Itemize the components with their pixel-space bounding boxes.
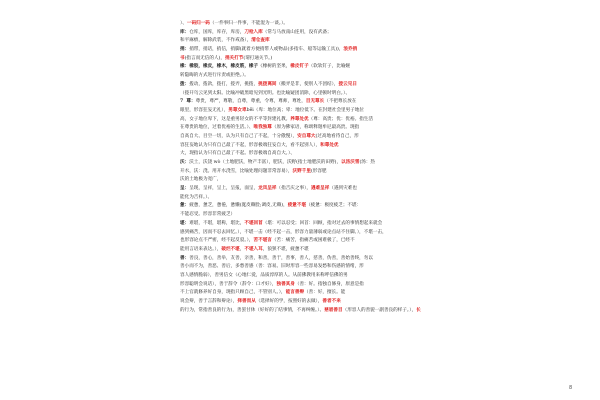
highlighted-idiom: 善者不来 (322, 299, 341, 304)
highlighted-idiom: 刀枪入库 (244, 29, 263, 35)
text-segment: （软软钉子，比喻婉 (308, 64, 351, 70)
highlighted-idiom: 书 (180, 55, 185, 61)
text-segment: ， (239, 246, 245, 252)
highlighted-idiom: 沃野千里 (292, 168, 311, 174)
document-page (180, 20, 425, 392)
text-line (180, 220, 425, 229)
text-segment: （常与马放南山连用，没有武备； (262, 29, 332, 35)
highlighted-idiom: 龙凤呈祥 (258, 186, 277, 192)
text-line (180, 307, 425, 316)
text-segment: 感到痛苦，因而不忍去回忆。），不堪一击（经不起一击，形容力量薄弱或论点站不住脚。），不堪一击， (180, 229, 387, 235)
text-segment: 拨动，拨款，拨打，拨弄，挑拨， (189, 81, 259, 87)
text-line (180, 237, 425, 246)
highlighted-idiom: 唯我独尊 (253, 125, 272, 131)
text-line (180, 194, 425, 203)
text-segment: 不能忍受。形容非常疲乏） (180, 212, 236, 218)
text-line (180, 98, 425, 107)
highlighted-idiom: 拨云见日 (338, 81, 357, 87)
text-line (180, 133, 425, 142)
text-line (180, 202, 425, 211)
text-segment: 能化为吉祥。）、 (180, 194, 213, 200)
text-line (180, 46, 425, 55)
text-segment: 形容聪明会说话），善于辞令（辞令：口才好）， (180, 281, 277, 287)
entry-heading: 呈： (180, 186, 190, 192)
text-line (180, 107, 425, 116)
entry-heading: 橡：橡胶，橡皮，橡木，橡皮筋，橡子 (180, 64, 259, 70)
entry-heading: 库： (180, 29, 190, 35)
text-segment: 能用言语来表达。）， (180, 246, 222, 252)
text-segment: （苦：痛苦，指痛苦或困难极了，已经不 (271, 238, 355, 244)
text-segment: 说会辩，善于言辞和辩论）， (180, 299, 238, 304)
text-line (180, 246, 425, 255)
highlighted-idiom: 长 (416, 307, 421, 313)
text-line (180, 281, 425, 290)
text-segment: 仓库，国库，库存，库房， (189, 29, 245, 35)
text-segment: 沃的土地极为宽广， (180, 177, 222, 183)
highlighted-idiom: 不堪回首 (244, 220, 263, 226)
text-segment: 不上官就修养好自身，现指只顾自己，不管别人。）， (180, 290, 286, 296)
text-segment: （不把尊长放在 (324, 99, 357, 105)
text-segment: 开水，沃：浇。用开水浇雪，比喻处理问题非常容易）， (180, 168, 293, 174)
text-line (180, 37, 425, 46)
text-line (180, 185, 425, 194)
text-segment: 善良，善心，善举，友善，亲善，和善，善于，善事，善人，慈善，伪善，善始善终，勿以 (189, 255, 373, 261)
highlighted-idiom: 浪乔捎 (343, 47, 358, 53)
highlighted-idiom: 择善而从 (237, 299, 256, 304)
text-segment: 捎带，捎话，捎信，捎脚(就着方便捎带人或物品(多指车、船等运输工具))， (189, 47, 344, 53)
highlighted-idiom: 和尊处优 (320, 142, 339, 148)
highlighted-idiom: 橡皮钉子 (290, 64, 309, 70)
text-segment: （搬弄是非，使别人不团结）， (276, 81, 339, 87)
text-segment: (指言而无信的人)， (184, 55, 225, 61)
text-segment: (谓打通关节。) (243, 55, 273, 61)
text-segment: 容狂妄地认为只有自己最了不起，形容极端狂妄自大，看不起别人）， (180, 142, 321, 148)
highlighted-idiom: 安自尊大 (297, 133, 316, 139)
text-line (180, 29, 425, 38)
text-segment: （遇到灾难也 (329, 186, 357, 192)
text-segment: （指吉庆之事）， (276, 186, 311, 192)
text-segment: 沃土，沃饶 wò（土地肥沃，物产丰富），肥沃，沃野(指土地肥沃的田野)， (189, 160, 342, 165)
text-line (180, 272, 425, 281)
text-segment: 《橡树的坚果， (258, 64, 291, 70)
highlighted-idiom: 挑拨离间 (258, 81, 277, 87)
text-line (180, 20, 425, 29)
text-segment: ）、 (180, 21, 187, 26)
text-line (180, 176, 425, 185)
text-segment: 和平麻痹，解除武装，不作戒备）， (180, 38, 252, 44)
text-segment: 转隐晦的方式进行斥责或拒绝。）。 (180, 73, 249, 79)
text-segment: （善：好，擅长。能 (304, 290, 346, 296)
text-segment: 高，女子地位卑下，这是重男轻女的不平等封建礼教。 (180, 116, 291, 122)
text-segment: （尊：高贵；优：优裕。指生活 (308, 116, 373, 122)
text-line (180, 168, 425, 177)
entry-heading: 堪： (180, 220, 190, 226)
text-segment: 的行为，常指善良的行为)，善罢甘休（好好的了结事情，不再纠缠。）、 (180, 307, 325, 313)
entry-heading: 善： (180, 255, 190, 261)
highlighted-idiom: 疲惫不堪 (287, 203, 307, 209)
text-line (180, 124, 425, 133)
highlighted-idiom: 养尊处优 (290, 116, 309, 122)
text-line (180, 72, 425, 81)
highlighted-idiom: 目无尊长 (305, 99, 325, 105)
text-line (180, 159, 425, 168)
highlighted-idiom: 遇难呈祥 (310, 186, 330, 192)
text-line (180, 298, 425, 307)
text-segment: （善：好。指独自修身，原意是指 (294, 281, 364, 287)
text-line (180, 63, 425, 72)
text-segment: （一件事归一件事，不能混为一谈。）。 (209, 21, 288, 26)
entry-heading: 惫： (180, 203, 190, 209)
highlighted-idiom: 苦不堪言 (253, 238, 272, 244)
text-segment: （原为佛家语，称颂释迦牟尼最高贵。现指 (271, 125, 360, 131)
text-line (180, 81, 425, 90)
entry-heading: 沃： (180, 160, 190, 165)
text-segment: （选择好的学，按照好的去做）， (255, 299, 323, 304)
page-number: 8 (569, 385, 573, 391)
text-segment: (过高地看待自己，形 (315, 133, 359, 139)
text-segment: 眼里，形容狂妄无礼）， (180, 107, 229, 113)
text-segment: （拨开乌云见到太阳。比喻冲破黑暗见到光明。也比喻疑团消除，心里顿时明白。）、 (180, 90, 350, 96)
text-segment: bēi（卑：地位高；卑：地位低下。在封建社会里男子地位 (246, 107, 365, 113)
text-line (180, 263, 425, 272)
text-segment: 疲惫，惫乏，惫倦，惫懒(涎皮赖脸;调皮,无赖)， (189, 203, 288, 209)
text-segment: （形容人的善貌一副善良的样子。）， (342, 307, 417, 313)
text-line (180, 255, 425, 264)
text-segment: （疲惫：极度疲乏；不堪： (306, 203, 362, 209)
text-segment: 大，现指认为只有自己最了不起。形容极端自高自大。）、 (180, 151, 295, 157)
text-line (180, 229, 425, 238)
highlighted-idiom: 清仓查库 (251, 38, 270, 44)
text-line (180, 289, 425, 298)
highlighted-idiom: 捎关打节 (224, 55, 244, 61)
highlighted-idiom: 能言善辩 (285, 290, 305, 296)
text-segment: 自高自大、目空一切，认为只有自己了不起，十分傲慢）， (180, 133, 298, 139)
entry-heading: 捎： (180, 47, 190, 53)
highlighted-idiom: 男尊女卑 (228, 107, 247, 113)
entry-heading: 拨： (180, 81, 190, 87)
text-segment: 容人感情脆弱），善男信女（心地仁爱，品质淳厚的人。从前佛教用来称呼信佛的男 (180, 272, 348, 278)
highlighted-idiom: 破烂不堪 (221, 246, 240, 252)
highlighted-idiom: 以汤沃雪 (341, 160, 360, 165)
entry-heading: 7 尊： (180, 99, 196, 105)
highlighted-idiom: 一码归一码 (186, 21, 210, 26)
highlighted-idiom: 独善其身 (276, 281, 295, 287)
text-segment: 也形容论点不严密，经不起反驳。）， (180, 238, 254, 244)
text-line (180, 116, 425, 125)
text-segment: 在尊贵的地位，过着优裕的生活。）、 (180, 125, 254, 131)
text-line (180, 90, 425, 99)
text-segment: (汤：热 (359, 160, 376, 165)
text-segment: (形容肥 (310, 168, 327, 174)
text-segment: 难堪，不堪，堪称，堪比， (189, 220, 245, 226)
text-segment: 善小而不为，善恶、善后，多愁善感（善：容易。旧时形容一些容易发愁和伤感的情绪，形 (180, 264, 364, 270)
text-segment: 尊贵，尊严，尊敬，自尊，尊重，令尊，尊师，尊姓， (195, 99, 306, 105)
text-segment: ，狼狈不堪，疲惫不堪 (262, 246, 309, 252)
text-line (180, 142, 425, 151)
text-segment: （堪：可以忍受；回首：回顾，指对过去的事情想起来就会 (262, 220, 383, 226)
text-line (180, 150, 425, 159)
text-segment: 呈现，呈祥，呈上，呈报，面呈， (189, 186, 259, 192)
text-line (180, 211, 425, 220)
highlighted-idiom: 不堪入耳 (244, 246, 263, 252)
highlighted-idiom: 慈眉善目 (324, 307, 343, 313)
text-line (180, 55, 425, 64)
